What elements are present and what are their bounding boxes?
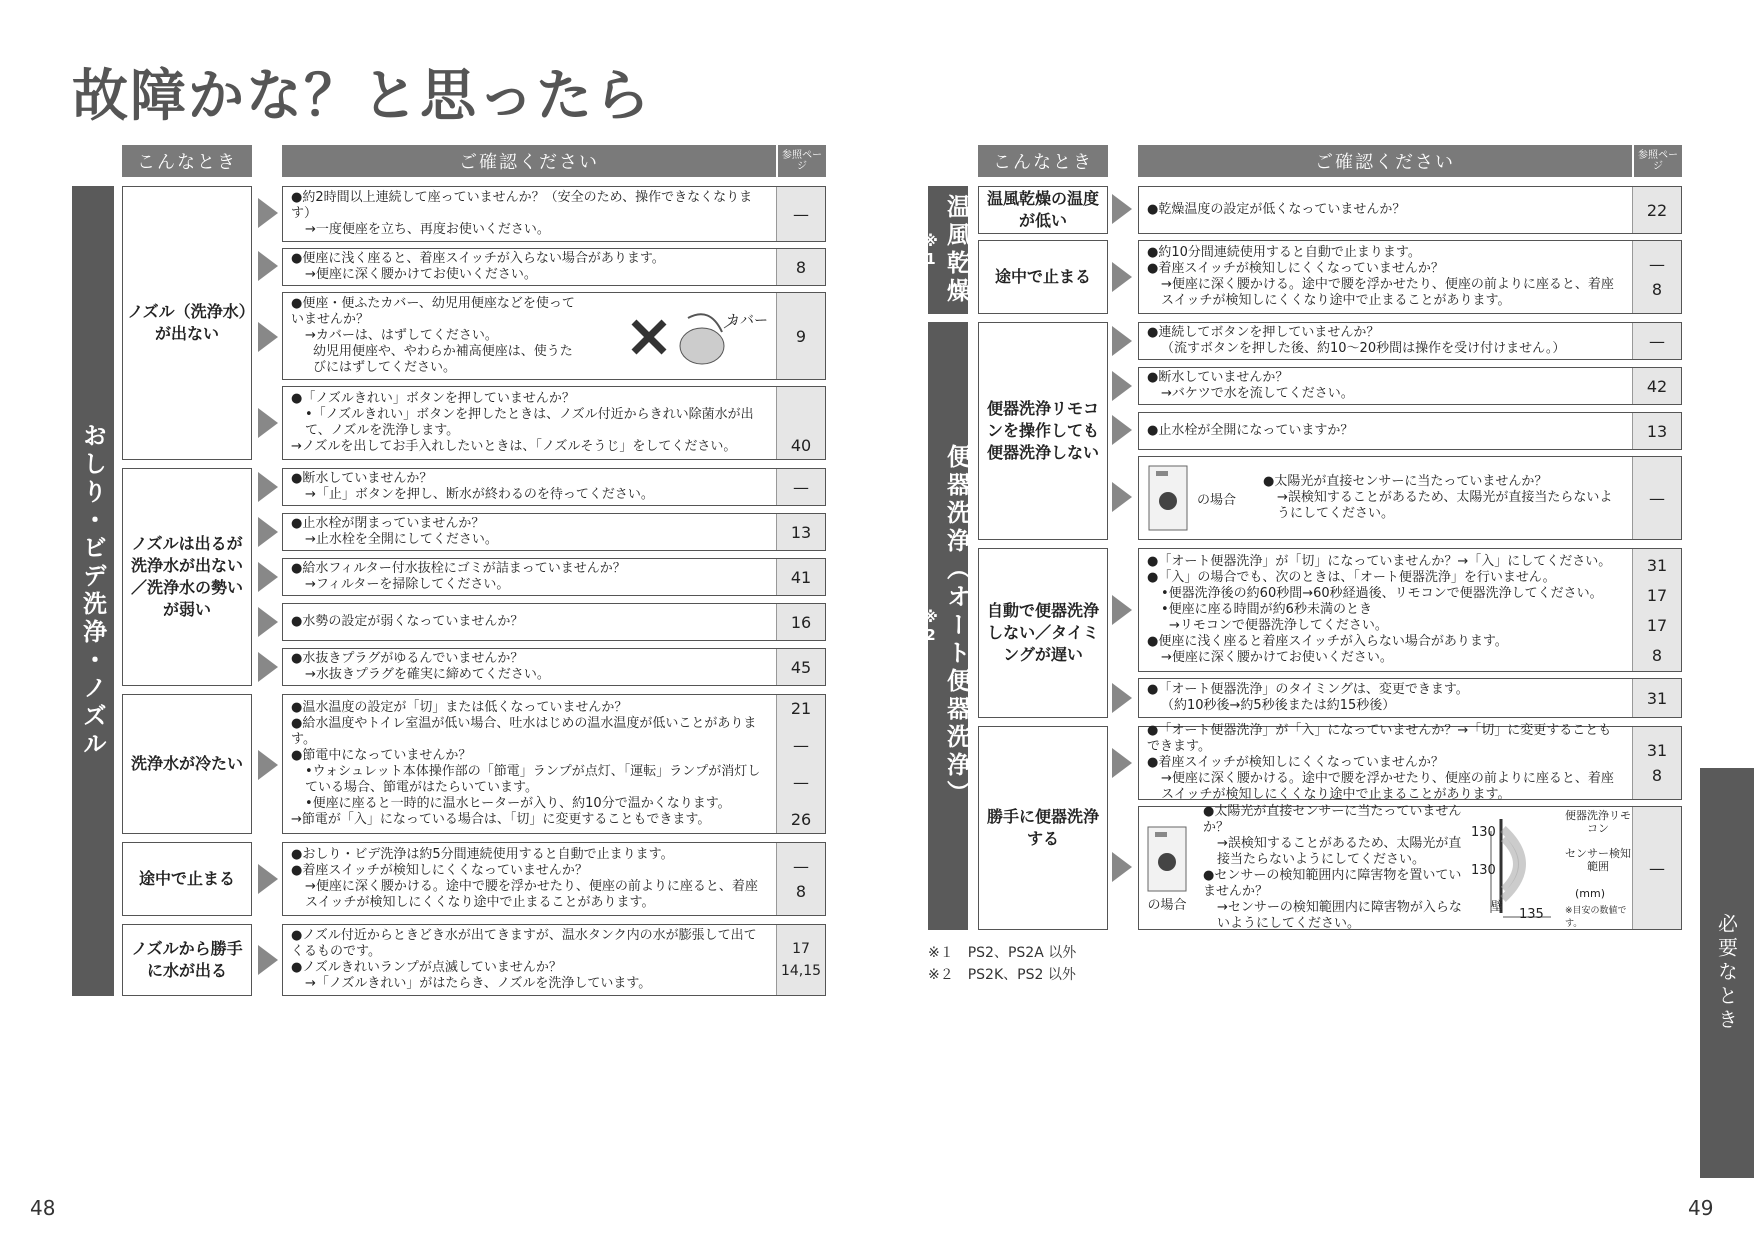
dim-v2: 130 bbox=[1471, 863, 1496, 878]
dim-h: 135 bbox=[1519, 907, 1544, 922]
page-number-left: 48 bbox=[30, 1196, 56, 1220]
arrow-icon bbox=[1112, 482, 1132, 512]
arrow-icon bbox=[1112, 683, 1132, 713]
header-ref: 参照ページ bbox=[778, 145, 826, 177]
condition-auto-no-flush: 自動で便器洗浄しない／タイミングが遅い bbox=[978, 548, 1108, 718]
arrow-icon bbox=[1112, 326, 1132, 356]
arrow-icon bbox=[258, 517, 278, 547]
ref-page: 17 bbox=[1646, 585, 1668, 605]
condition-weak-water: ノズルは出るが洗浄水が出ない／洗浄水の勢いが弱い bbox=[122, 468, 252, 686]
ref-page: 8 bbox=[1651, 645, 1663, 665]
page-number-right: 49 bbox=[1688, 1196, 1714, 1220]
condition-dry-stops: 途中で止まる bbox=[978, 240, 1108, 314]
check-item: ●水勢の設定が弱くなっていませんか？ 16 bbox=[282, 603, 826, 641]
ref-page: 8 bbox=[795, 882, 807, 901]
arrow-icon bbox=[1112, 748, 1132, 778]
ref-page: 22 bbox=[1632, 187, 1681, 233]
condition-stops-midway: 途中で止まる bbox=[122, 842, 252, 916]
condition-dry-temp-low: 温風乾燥の温度が低い bbox=[978, 186, 1108, 234]
arrow-icon bbox=[258, 322, 278, 352]
category-oshiri-bide-nozzle: おしり・ビデ洗浄・ノズル bbox=[72, 186, 114, 996]
arrow-icon bbox=[1112, 194, 1132, 224]
check-item: ●断水していませんか？ →「止」ボタンを押し、断水が終わるのを待ってください。 — bbox=[282, 468, 826, 506]
ref-page: 26 bbox=[790, 810, 812, 829]
remote-label: 便器洗浄リモコン bbox=[1565, 809, 1631, 835]
arrow-icon bbox=[1112, 852, 1132, 882]
ref-page: 13 bbox=[1632, 413, 1681, 449]
ref-page: — bbox=[1649, 255, 1665, 274]
ref-page: — bbox=[1632, 323, 1681, 359]
ref-page: 41 bbox=[776, 559, 825, 595]
ref-page: 9 bbox=[776, 293, 825, 379]
check-item: ●断水していませんか？ →バケツで水を流してください。 42 bbox=[1138, 367, 1682, 405]
arrow-icon bbox=[258, 607, 278, 637]
arrow-icon bbox=[258, 472, 278, 502]
condition-cold-water: 洗浄水が冷たい bbox=[122, 694, 252, 834]
arrow-icon bbox=[258, 198, 278, 228]
condition-unexpected-flush: 勝手に便器洗浄する bbox=[978, 726, 1108, 930]
header-when: こんなとき bbox=[122, 145, 252, 177]
arrow-icon bbox=[1112, 371, 1132, 401]
remote-icon bbox=[1145, 824, 1189, 894]
check-item: ●水抜きプラグがゆるんでいませんか？ →水抜きプラグを確実に締めてください。 45 bbox=[282, 648, 826, 686]
category-warm-air-dry: 温風乾燥 ※1 bbox=[928, 186, 968, 314]
sensor-range-label: センサー検知範囲 bbox=[1565, 847, 1631, 873]
ref-page: 13 bbox=[776, 514, 825, 550]
check-item: ●止水栓が全開になっていますか？ 13 bbox=[1138, 412, 1682, 450]
condition-remote-no-flush: 便器洗浄リモコンを操作しても便器洗浄しない bbox=[978, 322, 1108, 540]
ref-page: — bbox=[1632, 807, 1681, 929]
arrow-icon bbox=[1112, 415, 1132, 445]
ref-page: 21 bbox=[790, 699, 812, 718]
arrow-icon bbox=[1112, 595, 1132, 625]
check-item: ●ノズル付近からときどき水が出てきますが、温水タンク内の水が膨張して出てくるものです。 ●ノズルきれいランプが点滅していませんか？ →「ノズルきれい」がはたらき、ノズルを洗浄しています。 17 14,15 bbox=[282, 924, 826, 996]
ref-page: — bbox=[793, 773, 809, 792]
check-item: ●「ノズルきれい」ボタンを押していませんか？ •「ノズルきれい」ボタンを押したときは、ノズル付近からきれい除菌水が出て、ノズルを洗浄します。 →ノズルを出してお手入れしたいときは、「ノズルそうじ」をしてください。 40 bbox=[282, 386, 826, 460]
case-label: の場合 bbox=[1197, 492, 1237, 508]
check-item: ●止水栓が閉まっていませんか？ →止水栓を全開にしてください。 13 bbox=[282, 513, 826, 551]
sensor-range-diagram bbox=[1471, 807, 1632, 929]
arrow-icon bbox=[258, 750, 278, 780]
ref-page: 40 bbox=[776, 387, 825, 459]
arrow-icon bbox=[1112, 262, 1132, 292]
ref-page: — bbox=[1632, 457, 1681, 539]
category-bowl-flush: 便器洗浄（オート便器洗浄） ※2 bbox=[928, 322, 968, 930]
footnote-2: ※２ PS2K、PS2 以外 bbox=[928, 967, 1076, 983]
ref-page: 31 bbox=[1632, 679, 1681, 717]
header-check: ご確認ください bbox=[282, 145, 776, 177]
arrow-icon bbox=[258, 251, 278, 281]
arrow-icon bbox=[258, 408, 278, 438]
ref-page: 17 bbox=[1646, 615, 1668, 635]
ref-page: 45 bbox=[776, 649, 825, 685]
header-when: こんなとき bbox=[978, 145, 1108, 177]
arrow-icon bbox=[258, 562, 278, 592]
ref-page: — bbox=[776, 469, 825, 505]
check-item: ●「オート便器洗浄」のタイミングは、変更できます。 （約10秒後→約5秒後または約15秒後） 31 bbox=[1138, 678, 1682, 718]
cover-label: カバー bbox=[726, 313, 768, 329]
check-item: ●連続してボタンを押していませんか？ （流すボタンを押した後、約10〜20秒間は操作を受け付けません。） — bbox=[1138, 322, 1682, 360]
side-tab-needed: 必要なとき bbox=[1700, 768, 1754, 1178]
ref-page: 14,15 bbox=[780, 963, 822, 979]
check-item: ●「オート便器洗浄」が「入」になっていませんか？→「切」に変更することもできます。 ●着座スイッチが検知しにくくなっていませんか？ →便座に深く腰かける。途中で腰を浮かせたり、便座の前よりに座ると、着座スイッチが検知しにくくなり途中で止まることがあります。 31 8 bbox=[1138, 726, 1682, 800]
unit-label: (mm) bbox=[1575, 887, 1606, 900]
check-item: ●「オート便器洗浄」が「切」になっていませんか？→「入」にしてください。 ●「入」の場合でも、次のときは、「オート便器洗浄」を行いません。 •便器洗浄後の約60秒間→60秒経過後、リモコンで便器洗浄してください。 •便座に座る時間が約6秒未満のとき →リモコンで便器洗浄してください。 ●便座に浅く座ると着座スイッチが入らない場合があります。 →便座に深く腰かけてお使いください。 31 17 17 8 bbox=[1138, 548, 1682, 672]
check-item: ●便座に浅く座ると、着座スイッチが入らない場合があります。 →便座に深く腰かけてお使いください。 8 bbox=[282, 248, 826, 286]
footnote-1: ※１ PS2、PS2A 以外 bbox=[928, 945, 1077, 961]
check-item: ●便座・便ふたカバー、幼児用便座などを使っていませんか？ →カバーは、はずしてください。 幼児用便座や、やわらか補高便座は、使うたびにはずしてください。 9 bbox=[282, 292, 826, 380]
condition-water-leaks: ノズルから勝手に水が出る bbox=[122, 924, 252, 996]
ref-page: — bbox=[793, 736, 809, 755]
wall-label: 壁 bbox=[1491, 899, 1504, 913]
check-item: の場合 ●太陽光が直接センサーに当たっていませんか？ →誤検知することがあるため、太陽光が直接当たらないようにしてください。 ●センサーの検知範囲内に障害物を置いていませんか？ →センサーの検知範囲内に障害物が入らないようにしてください。 130 130 壁 135 便器洗浄リモコン センサー検知範囲 (mm) ※目安の数値です。 — bbox=[1138, 806, 1682, 930]
check-item: ●約2時間以上連続して座っていませんか？（安全のため、操作できなくなります） →一度便座を立ち、再度お使いください。 — bbox=[282, 186, 826, 242]
dim-v1: 130 bbox=[1471, 825, 1496, 840]
ref-page: 8 bbox=[1651, 766, 1663, 785]
ref-page: 17 bbox=[792, 941, 810, 957]
ref-page: 31 bbox=[1646, 741, 1668, 760]
case-label: の場合 bbox=[1147, 897, 1187, 913]
check-item: ●乾燥温度の設定が低くなっていませんか？ 22 bbox=[1138, 186, 1682, 234]
estimate-note: ※目安の数値です。 bbox=[1565, 906, 1627, 929]
ref-page: 8 bbox=[1651, 280, 1663, 299]
check-item: ●給水フィルター付水抜栓にゴミが詰まっていませんか？ →フィルターを掃除してください。 41 bbox=[282, 558, 826, 596]
ref-page: — bbox=[776, 187, 825, 241]
condition-nozzle-no-water: ノズル（洗浄水）が出ない bbox=[122, 186, 252, 460]
page-title: 故障かな？と思ったら bbox=[72, 64, 652, 129]
ref-page: 31 bbox=[1646, 555, 1668, 575]
header-check: ご確認ください bbox=[1138, 145, 1632, 177]
check-item: ●約10分間連続使用すると自動で止まります。 ●着座スイッチが検知しにくくなっていませんか？ →便座に深く腰かける。途中で腰を浮かせたり、便座の前よりに座ると、着座スイッチが検知しにくくなり途中で止まることがあります。 — 8 bbox=[1138, 240, 1682, 314]
header-ref: 参照ページ bbox=[1634, 145, 1682, 177]
check-item: ●おしり・ビデ洗浄は約5分間連続使用すると自動で止まります。 ●着座スイッチが検知しにくくなっていませんか？ →便座に深く腰かける。途中で腰を浮かせたり、便座の前よりに座ると、着座スイッチが検知しにくくなり途中で止まることがあります。 — 8 bbox=[282, 842, 826, 916]
remote-icon bbox=[1146, 463, 1190, 533]
arrow-icon bbox=[258, 864, 278, 894]
arrow-icon bbox=[258, 652, 278, 682]
ref-page: — bbox=[793, 857, 809, 876]
arrow-icon bbox=[258, 945, 278, 975]
ref-page: 42 bbox=[1632, 368, 1681, 404]
ref-page: 16 bbox=[776, 604, 825, 640]
check-item: ●温水温度の設定が「切」または低くなっていませんか？ ●給水温度やトイレ室温が低い場合、吐水はじめの温水温度が低いことがあります。 ●節電中になっていませんか？ •ウォシュレット本体操作部の「節電」ランプが点灯、「運転」ランプが消灯している場合、節電がはたらいています。 •便座に座ると一時的に温水ヒーターが入り、約10分で温かくなります。 →節電が「入」になっている場合は、「切」に変更することもできます。 21 — — 26 bbox=[282, 694, 826, 834]
ref-page: 8 bbox=[776, 249, 825, 285]
check-item: の場合 ●太陽光が直接センサーに当たっていませんか？ →誤検知することがあるため、太陽光が直接当たらないようにしてください。 — bbox=[1138, 456, 1682, 540]
